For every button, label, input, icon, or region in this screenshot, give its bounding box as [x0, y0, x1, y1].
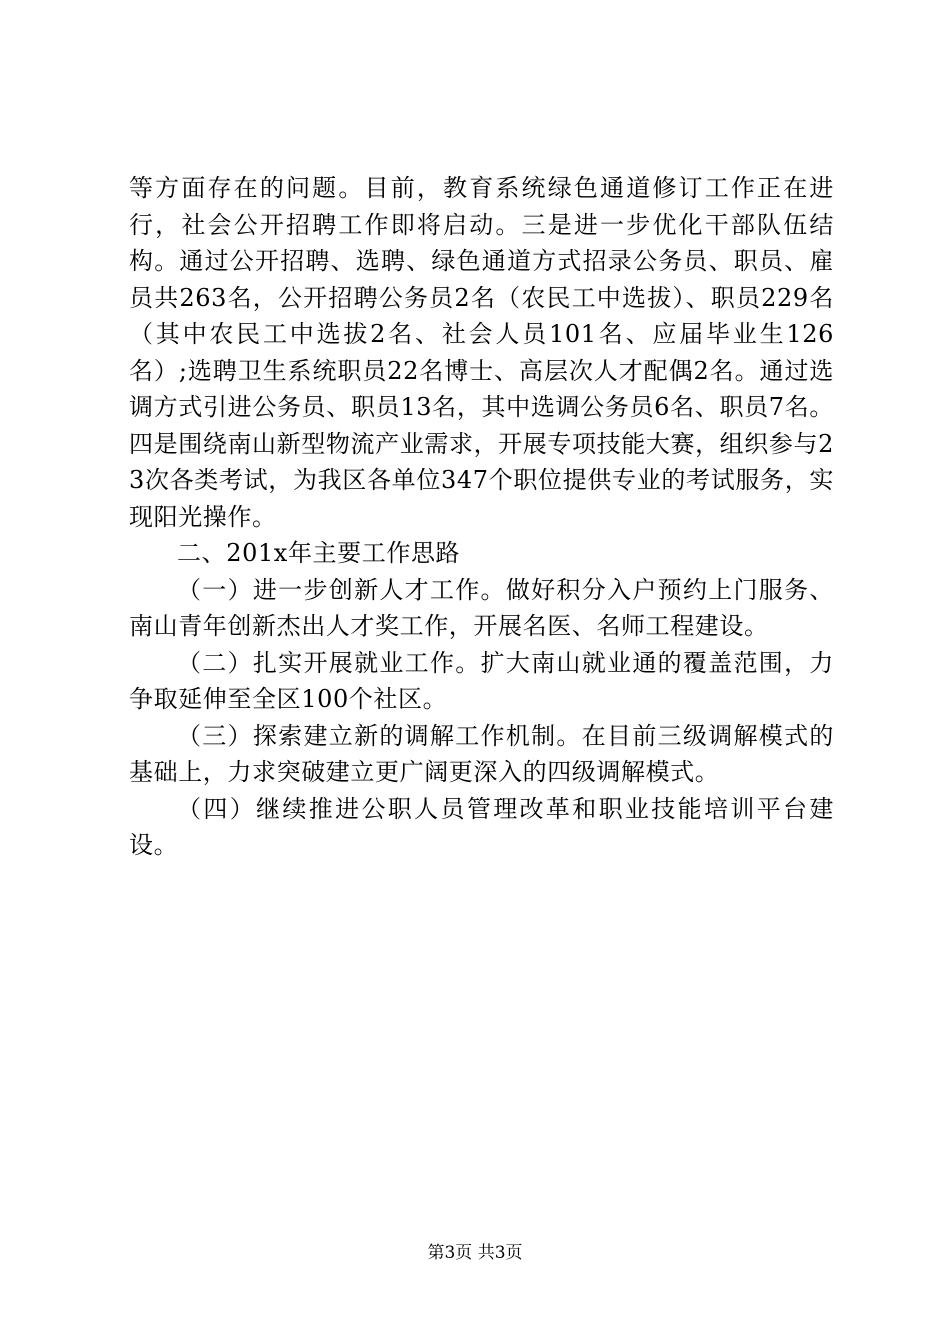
paragraph-item-4: （四）继续推进公职人员管理改革和职业技能培训平台建设。	[129, 794, 834, 859]
section-heading: 二、201x年主要工作思路	[177, 539, 461, 567]
paragraph-continuation: 等方面存在的问题。目前，教育系统绿色通道修订工作正在进行，社会公开招聘工作即将启动。三是进一步优化干部队伍结构。通过公开招聘、选聘、绿色通道方式招录公务员、职员、雇员共263名，公开招聘公务员2名（农民工中选拔）、职员229名（其中农民工中选拔2名、社会人员101名、应届毕业生126名）;选聘卫生系统职员22名博士、高层次人才配偶2名。通过选调方式引进公务员、职员13名，其中选调公务员6名、职员7名。四是围绕南山新型物流产业需求，开展专项技能大赛，组织参与23次各类考试，为我区各单位347个职位提供专业的考试服务，实现阳光操作。	[129, 174, 834, 531]
paragraph-item-1: （一）进一步创新人才工作。做好积分入户预约上门服务、南山青年创新杰出人才奖工作，开展名医、名师工程建设。	[129, 575, 834, 640]
paragraph-item-3: （三）探索建立新的调解工作机制。在目前三级调解模式的基础上，力求突破建立更广阔更深入的四级调解模式。	[129, 721, 834, 786]
page-footer: 第3页 共3页	[427, 1243, 523, 1263]
document-body	[129, 170, 834, 864]
paragraph-item-2: （二）扎实开展就业工作。扩大南山就业通的覆盖范围，力争取延伸至全区100个社区。	[129, 648, 834, 713]
